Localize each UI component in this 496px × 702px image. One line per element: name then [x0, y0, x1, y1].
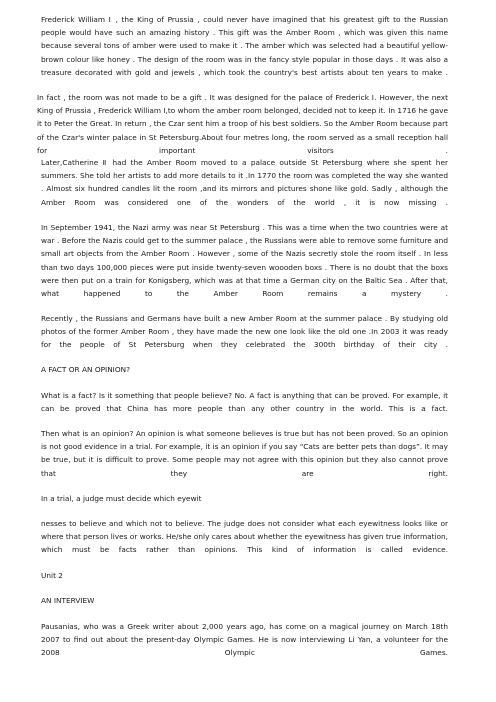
paragraph-in-fact-not-a-gift: In fact , the room was not made to be a gift . It was designed for the palace of Frederick Ⅰ. However, the next King of Prussia , Frederick William Ⅰ,to whom the amber room belonged, decided not to keep it. In 1716 he gave it to Peter the Great. In return , the Czar sent him a troop of his best soldiers. So the Amber Room because part of the Czar's winter palace in St Petersburg.About four metres long, the room served as a small reception hall for important visitors . [37, 93, 448, 155]
paragraph-catherine-ii: Later,Catherine Ⅱ had the Amber Room moved to a palace outside St Petersburg where she spent her summers. She told her artists to add more details to it .In 1770 the room was completed the way she wanted . Almost six hundred candles lit the room ,and its mirrors and pictures shone like gold. Sadly , although the Amber Room was considered one of the wonders of the world , it is now missing . [41, 158, 448, 207]
paragraph-pausanias-intro: Pausanias, who was a Greek writer about 2,000 years ago, has come on a magical journey on March 18th 2007 to find out about the present-day Olympic Games. He is now interviewing Li Yan, a volunteer for the 2008 Olympic Games. [41, 622, 448, 658]
paragraph-what-is-a-fact: What is a fact? Is it something that people believe? No. A fact is anything that can be proved. For example, it can be proved that China has more people than any other country in the world. This is a fact. [41, 391, 448, 414]
paragraph-what-is-an-opinion: Then what is an opinion? An opinion is what someone believes is true but has not been proved. So an opinion is not good evidence in a trial. For example, it is an opinion if you say “Cats are better pets than dogs”. It may be true, but it is difficult to prove. Some people may not agree with this opinion but they also cannot prove that they are right. [41, 429, 448, 478]
heading-an-interview: AN INTERVIEW [41, 596, 95, 605]
paragraph-frederick-william-gift: Frederick William Ⅰ , the King of Prussia , could never have imagined that his greatest gift to the Russian people would have such an amazing history . This gift was the Amber Room , which was given this name because several tons of amber were used to make it . The amber which was selected had a beautiful yellow-brown colour like honey . The design of the room was in the fancy style popular in those days . It was also a treasure decorated with gold and jewels , which took the country's best artists about ten years to make . [41, 15, 448, 77]
paragraph-eyewitness-evidence: nesses to believe and which not to believe. The judge does not consider what each eyewitness looks like or where that person lives or works. He/she only cares about whether the eyewitness has given true information, which must be facts rather than opinions. This kind of information is called evidence. [41, 519, 448, 555]
paragraph-new-amber-room: Recently , the Russians and Germans have built a new Amber Room at the summer palace . By studying old photos of the former Amber Room , they have made the new one look like the old one .In 2003 it was ready for the people of St Petersburg when they celebrated the 300th birthday of their city . [41, 314, 448, 350]
paragraph-nazi-army-1941: In September 1941, the Nazi army was near St Petersburg . This was a time when the two countries were at war . Before the Nazis could get to the summer palace , the Russians were able to remove some furniture and small art objects from the Amber Room . However , some of the Nazis secretly stole the room itself . In less than two days 100,000 pieces were put inside twenty-seven woooden boxs . There is no doubt that the boxs were then put on a train for Konigsberg, which was at that time a German city on the Baltic Sea . After that, what happened to the Amber Room remains a mystery . [41, 223, 448, 299]
paragraph-trial-judge-fragment: In a trial, a judge must decide which eyewit [41, 494, 202, 503]
heading-fact-or-opinion: A FACT OR AN OPINION? [41, 365, 131, 374]
heading-unit-2: Unit 2 [41, 571, 63, 580]
